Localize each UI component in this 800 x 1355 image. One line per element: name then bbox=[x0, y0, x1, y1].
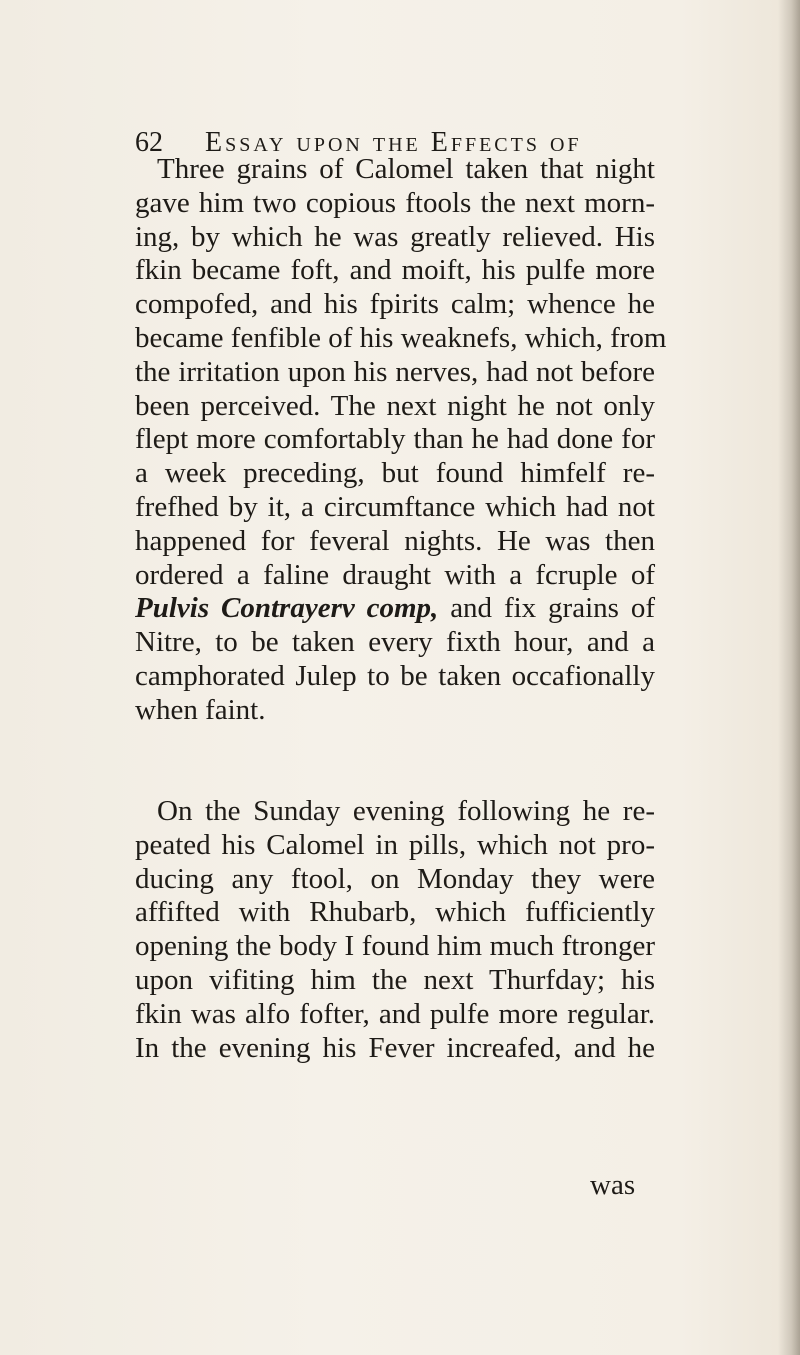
text-line: compofed, and his fpirits calm; whence he bbox=[135, 288, 655, 321]
text-line: ducing any ftool, on Monday they were bbox=[135, 862, 655, 895]
text-line: In the evening his Fever increafed, and he bbox=[135, 1031, 655, 1064]
text-line: affifted with Rhubarb, which fufficiently bbox=[135, 896, 655, 929]
running-head: Essay upon the Effects of bbox=[205, 127, 582, 158]
text-line: the irritation upon his nerves, had not before bbox=[135, 355, 655, 388]
text-line: frefhed by it, a circumftance which had not bbox=[135, 490, 655, 523]
catchword: was bbox=[590, 1169, 636, 1201]
text-line: peated his Calomel in pills, which not pro- bbox=[135, 828, 655, 861]
text-fragment: and fix grains of bbox=[438, 592, 655, 625]
paragraph-2 bbox=[135, 795, 655, 1065]
text-line: Three grains of Calomel taken that night bbox=[157, 153, 655, 185]
text-line-last: when faint. bbox=[135, 693, 266, 726]
text-line: became fenfible of his weaknefs, which, from bbox=[135, 321, 667, 354]
text-line: Nitre, to be taken every fixth hour, and a bbox=[135, 626, 655, 659]
text-line: camphorated Julep to be taken occafionally bbox=[135, 659, 655, 692]
text-line: happened for feveral nights. He was then bbox=[135, 524, 655, 557]
paragraph-1 bbox=[135, 153, 667, 728]
text-line: flept more comfortably than he had done for bbox=[135, 423, 655, 456]
text-line-mixed bbox=[135, 592, 655, 626]
text-line: been perceived. The next night he not only bbox=[135, 389, 655, 422]
text-line: a week preceding, but found himfelf re- bbox=[135, 457, 655, 490]
text-line: gave him two copious ftools the next morn- bbox=[135, 186, 655, 219]
text-line: ing, by which he was greatly relieved. His bbox=[135, 220, 655, 253]
text-line: On the Sunday evening following he re- bbox=[157, 795, 655, 827]
text-line: opening the body I found him much ftronger bbox=[135, 930, 655, 963]
text-line: fkin became foft, and moift, his pulfe more bbox=[135, 254, 655, 287]
page-edge-shadow bbox=[778, 0, 800, 1355]
text-line: upon vifiting him the next Thurfday; his bbox=[135, 963, 655, 996]
page-number: 62 bbox=[135, 127, 163, 158]
text-line: fkin was alfo fofter, and pulfe more regular. bbox=[135, 997, 655, 1030]
text-line: ordered a faline draught with a fcruple of bbox=[135, 558, 655, 591]
latin-drug-name: Pulvis Contrayerv comp, bbox=[135, 592, 439, 625]
